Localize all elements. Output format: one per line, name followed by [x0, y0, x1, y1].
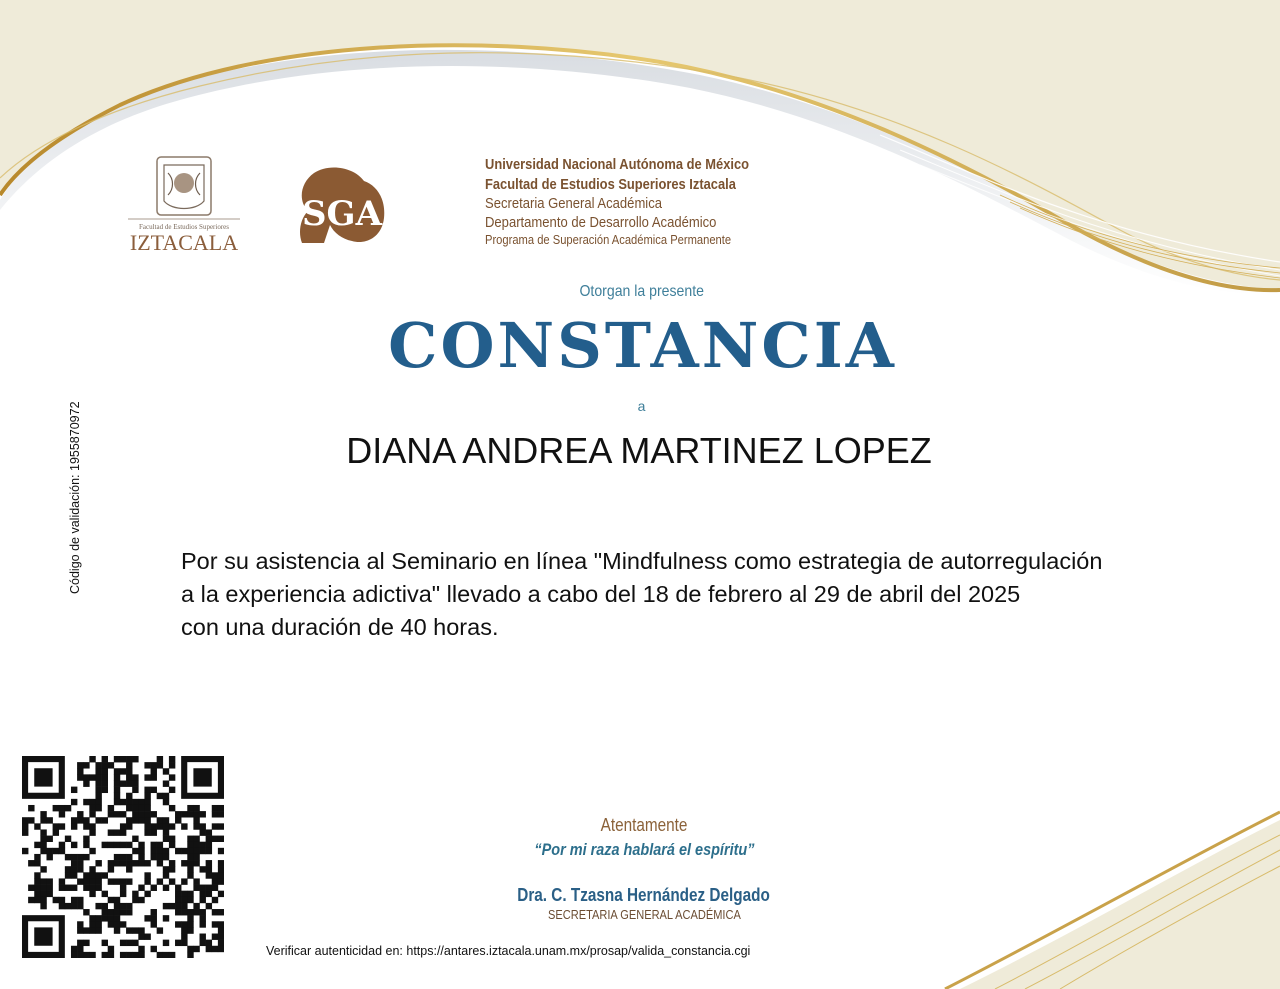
- program-name: Programa de Superación Académica Permanente: [485, 232, 732, 247]
- intro-text-label: Otorgan la presente: [579, 283, 704, 300]
- closing-label: Atentamente: [600, 815, 688, 835]
- verification-url[interactable]: https://antares.iztacala.unam.mx/prosap/valida_constancia.cgi: [406, 944, 751, 958]
- university-name: Universidad Nacional Autónoma de México: [485, 156, 750, 173]
- signer-title-label: SECRETARIA GENERAL ACADÉMICA: [547, 907, 741, 922]
- iztacala-crest-logo: [124, 153, 244, 255]
- iztacala-logo-big-caption: IZTACALA: [129, 230, 239, 255]
- department-name: Departamento de Desarrollo Académico: [485, 215, 717, 231]
- faculty-name: Facultad de Estudios Superiores Iztacala: [485, 176, 736, 193]
- validation-code: Código de validación: 1955870972: [68, 401, 82, 594]
- sga-logo-mark: SGA: [302, 194, 382, 234]
- secretariat-name: Secretaria General Académica: [485, 196, 662, 212]
- body-line: a la experiencia adictiva" llevado a cabo del 18 de febrero al 29 de abril del 2025: [181, 581, 1021, 607]
- recipient-name: DIANA ANDREA MARTINEZ LOPEZ: [346, 430, 932, 471]
- verification-label: Verificar autenticidad en:: [266, 944, 403, 958]
- iztacala-logo-small-caption: Facultad de Estudios Superiores: [138, 223, 230, 231]
- closing-text: [0, 815, 1280, 836]
- signer-title: [0, 907, 1280, 922]
- body-line: Por su asistencia al Seminario en línea "Mindfulness como estrategia de autorregulación: [181, 548, 1103, 574]
- signer-name-label: Dra. C. Tzasna Hernández Delgado: [517, 885, 771, 905]
- connector-text: a: [637, 398, 646, 414]
- body-line: con una duración de 40 horas.: [181, 614, 499, 640]
- intro-text: [0, 283, 1280, 301]
- certificate-title: CONSTANCIA: [388, 309, 897, 382]
- motto-label: “Por mi raza hablará el espíritu”: [533, 840, 755, 859]
- verification-line: [266, 944, 750, 958]
- university-motto: [0, 840, 1280, 860]
- sga-logo: [294, 163, 394, 249]
- signer-name: [0, 885, 1280, 906]
- certificate-body: [181, 545, 1111, 644]
